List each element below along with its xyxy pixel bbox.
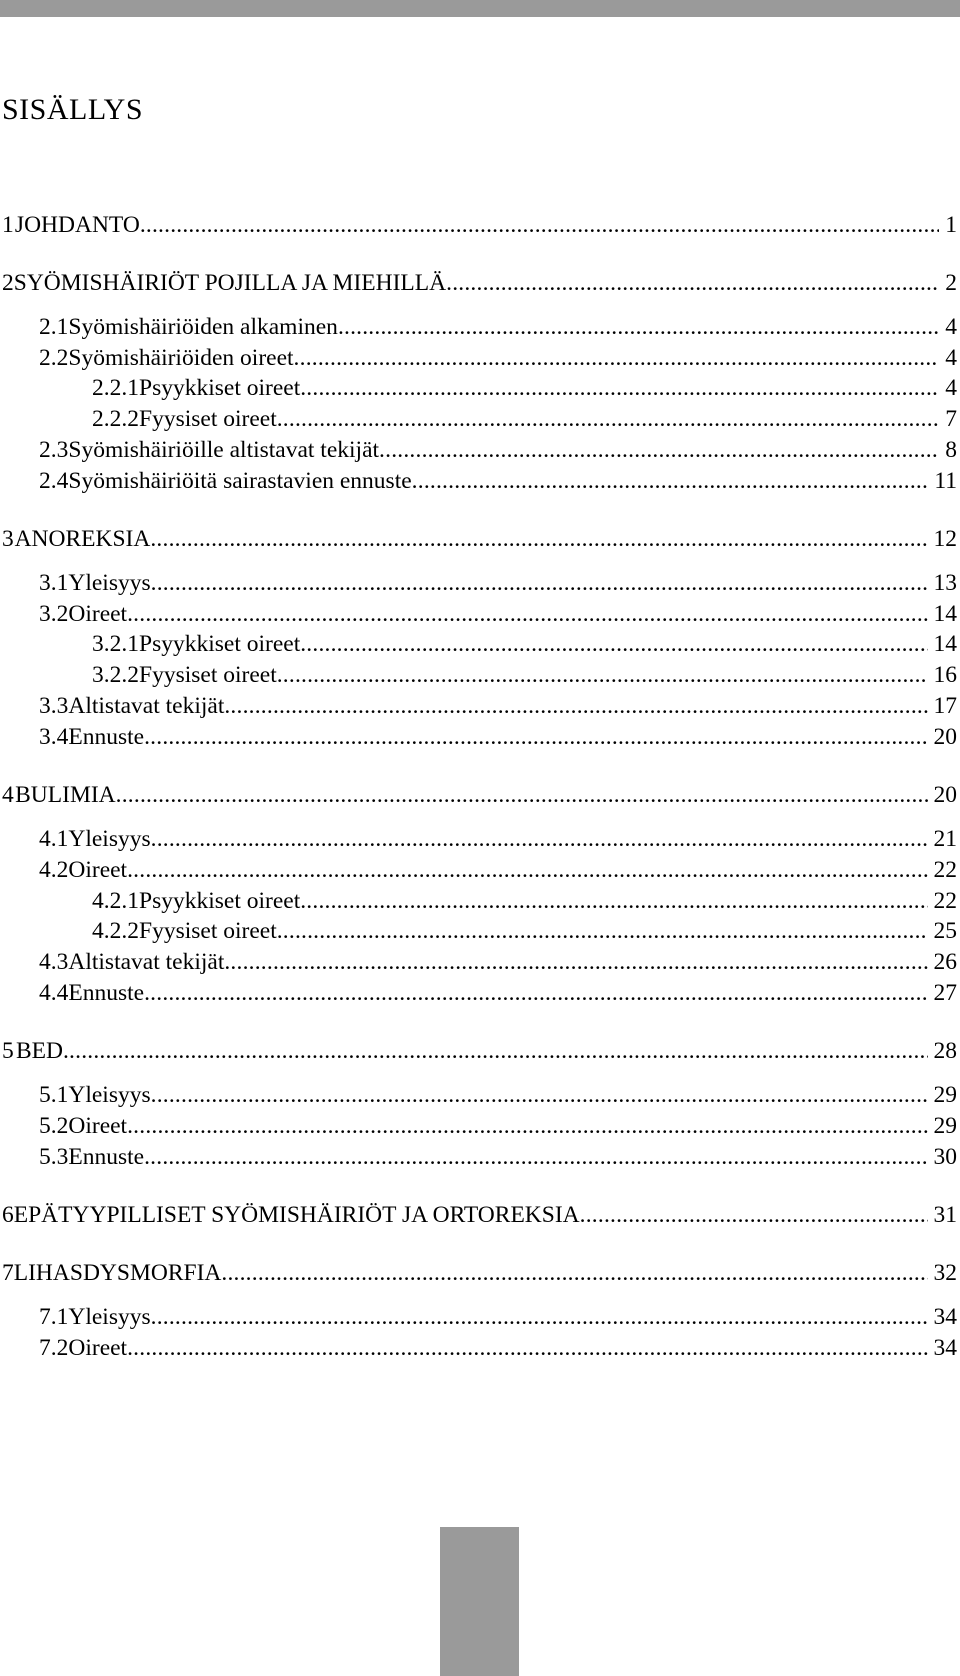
dot-leader <box>224 947 927 977</box>
dot-leader <box>151 824 928 854</box>
toc-entry[interactable] <box>39 1333 957 1363</box>
toc-entry-number: 5.3 <box>39 1144 69 1170</box>
dot-leader <box>151 1080 928 1110</box>
toc-entry[interactable] <box>39 312 957 342</box>
toc-entry-number: 5.1 <box>39 1082 69 1108</box>
toc-entry-page: 22 <box>933 857 957 883</box>
toc-entry-title: Psyykkiset oireet <box>139 375 301 401</box>
toc-entry[interactable] <box>39 947 957 977</box>
toc-entry-number: 3.4 <box>39 724 69 750</box>
toc-entry[interactable] <box>2 1200 957 1230</box>
toc-entry-title: Oireet <box>68 601 128 627</box>
toc-entry-page: 11 <box>934 468 957 494</box>
toc-entry[interactable] <box>92 660 957 690</box>
toc-entry-page: 17 <box>933 693 957 719</box>
dot-leader <box>151 568 928 598</box>
dot-leader <box>580 1200 928 1230</box>
toc-entry-page: 7 <box>945 406 957 432</box>
toc-entry[interactable] <box>2 524 957 554</box>
toc-entry-page: 22 <box>933 888 957 914</box>
dot-leader <box>300 629 927 659</box>
toc-entry-page: 8 <box>945 437 957 463</box>
toc-entry-number: 4.1 <box>39 826 69 852</box>
toc-entry[interactable] <box>39 722 957 752</box>
toc-entry-number: 5.2 <box>39 1113 69 1139</box>
toc-entry-page: 34 <box>933 1335 957 1361</box>
toc-entry[interactable] <box>39 978 957 1008</box>
toc-entry-title: Ennuste <box>68 724 145 750</box>
dot-leader <box>144 722 927 752</box>
toc-entry[interactable] <box>39 1302 957 1332</box>
toc-entry-page: 25 <box>933 918 957 944</box>
toc-entry-title: LIHASDYSMORFIA <box>13 1260 222 1286</box>
toc-entry-page: 29 <box>933 1113 957 1139</box>
toc-entry-number: 2.1 <box>39 314 69 340</box>
toc-entry[interactable] <box>39 1111 957 1141</box>
dot-leader <box>63 1036 928 1066</box>
toc-entry-number: 4.3 <box>39 949 69 975</box>
toc-entry-page: 4 <box>945 375 957 401</box>
toc-entry-number: 3 <box>2 526 14 552</box>
toc-entry-page: 2 <box>945 270 957 296</box>
toc-entry-title: Syömishäiriöiden alkaminen <box>68 314 338 340</box>
toc-entry-number: 3.2.1 <box>92 631 139 657</box>
toc-entry-number: 4.2.1 <box>92 888 139 914</box>
toc-entry[interactable] <box>39 1080 957 1110</box>
toc-entry[interactable] <box>39 466 957 496</box>
toc-entry-number: 2.2.1 <box>92 375 139 401</box>
toc-entry-page: 12 <box>933 526 957 552</box>
toc-entry-number: 7.1 <box>39 1304 69 1330</box>
toc-entry-title: Psyykkiset oireet <box>139 631 301 657</box>
dot-leader <box>151 1302 928 1332</box>
dot-leader <box>224 691 927 721</box>
toc-entry[interactable] <box>2 1258 957 1288</box>
toc-entry[interactable] <box>92 629 957 659</box>
toc-entry-title: Oireet <box>68 1113 128 1139</box>
dot-leader <box>127 1111 927 1141</box>
toc-entry-number: 4 <box>2 782 14 808</box>
toc-entry-title: BULIMIA <box>15 782 116 808</box>
toc-entry-title: Altistavat tekijät <box>68 693 225 719</box>
dot-leader <box>412 466 929 496</box>
toc-entry-page: 1 <box>945 212 957 238</box>
toc-entry-title: JOHDANTO <box>14 212 140 238</box>
dot-leader <box>379 435 939 465</box>
toc-entry-number: 4.2 <box>39 857 69 883</box>
toc-entry-page: 26 <box>933 949 957 975</box>
toc-entry-title: Psyykkiset oireet <box>139 888 301 914</box>
dot-leader <box>221 1258 927 1288</box>
dot-leader <box>277 404 940 434</box>
toc-entry-title: Syömishäiriöitä sairastavien ennuste <box>68 468 412 494</box>
toc-entry-title: Ennuste <box>68 980 145 1006</box>
dot-leader <box>300 886 927 916</box>
toc-entry-number: 2.3 <box>39 437 69 463</box>
toc-entry-title: BED <box>15 1038 63 1064</box>
toc-entry-number: 2.4 <box>39 468 69 494</box>
dot-leader <box>116 780 928 810</box>
toc-entry[interactable] <box>39 855 957 885</box>
toc-entry[interactable] <box>92 404 957 434</box>
toc-entry-title: Fyysiset oireet <box>139 406 277 432</box>
dot-leader <box>127 1333 927 1363</box>
toc-heading: SISÄLLYS <box>2 93 144 126</box>
dot-leader <box>127 599 927 629</box>
toc-entry-page: 29 <box>933 1082 957 1108</box>
toc-entry-number: 5 <box>2 1038 14 1064</box>
toc-entry-number: 4.2.2 <box>92 918 139 944</box>
toc-entry-title: Fyysiset oireet <box>139 918 277 944</box>
toc-entry-title: ANOREKSIA <box>14 526 151 552</box>
toc-entry-title: Yleisyys <box>68 1304 151 1330</box>
dot-leader <box>127 855 927 885</box>
dot-leader <box>144 978 927 1008</box>
dot-leader <box>140 210 939 240</box>
toc-entry-number: 1 <box>2 212 14 238</box>
toc-entry[interactable] <box>2 1036 957 1066</box>
dot-leader <box>277 660 928 690</box>
toc-entry-page: 20 <box>933 782 957 808</box>
toc-entry-number: 2.2.2 <box>92 406 139 432</box>
toc-entry-page: 30 <box>933 1144 957 1170</box>
toc-entry-page: 21 <box>933 826 957 852</box>
toc-entry-number: 3.1 <box>39 570 69 596</box>
toc-entry[interactable] <box>39 1142 957 1172</box>
toc-entry-number: 2 <box>2 270 14 296</box>
toc-entry-page: 28 <box>933 1038 957 1064</box>
toc-entry-page: 14 <box>933 601 957 627</box>
toc-entry[interactable] <box>2 268 957 298</box>
toc-entry-number: 3.2.2 <box>92 662 139 688</box>
toc-entry-page: 14 <box>933 631 957 657</box>
dot-leader <box>294 343 940 373</box>
dot-leader <box>150 524 927 554</box>
toc-entry-page: 4 <box>945 314 957 340</box>
toc-entry-title: Oireet <box>68 857 128 883</box>
toc-entry-page: 31 <box>933 1202 957 1228</box>
toc-entry[interactable] <box>39 824 957 854</box>
toc-entry-page: 13 <box>933 570 957 596</box>
dot-leader <box>446 268 939 298</box>
toc-entry-title: Ennuste <box>68 1144 145 1170</box>
toc-entry[interactable] <box>2 780 957 810</box>
toc-entry[interactable] <box>39 599 957 629</box>
toc-entry[interactable] <box>39 691 957 721</box>
toc-entry-number: 3.2 <box>39 601 69 627</box>
toc-entry-page: 20 <box>933 724 957 750</box>
toc-entry-number: 2.2 <box>39 345 69 371</box>
toc-entry-title: Yleisyys <box>68 826 151 852</box>
toc-entry-page: 4 <box>945 345 957 371</box>
toc-entry-page: 27 <box>933 980 957 1006</box>
toc-entry-title: Yleisyys <box>68 1082 151 1108</box>
toc-entry-title: SYÖMISHÄIRIÖT POJILLA JA MIEHILLÄ <box>13 270 447 296</box>
toc-entry-page: 34 <box>933 1304 957 1330</box>
toc-entry-title: Oireet <box>68 1335 128 1361</box>
toc-entry[interactable] <box>92 373 957 403</box>
toc-entry-page: 16 <box>933 662 957 688</box>
toc-entry[interactable] <box>39 343 957 373</box>
toc-entry-title: Yleisyys <box>68 570 151 596</box>
toc-entry-number: 6 <box>2 1202 14 1228</box>
toc-entry-title: Fyysiset oireet <box>139 662 277 688</box>
toc-entry-title: Altistavat tekijät <box>68 949 225 975</box>
page-footer-block <box>440 1527 519 1676</box>
toc-entry[interactable] <box>39 435 957 465</box>
toc-entry[interactable] <box>39 568 957 598</box>
toc-entry[interactable] <box>92 886 957 916</box>
toc-entry-number: 3.3 <box>39 693 69 719</box>
toc-entry-title: EPÄTYYPILLISET SYÖMISHÄIRIÖT JA ORTOREKSIA <box>13 1202 580 1228</box>
dot-leader <box>144 1142 927 1172</box>
toc-entry-number: 7 <box>2 1260 14 1286</box>
toc-entry-page: 32 <box>933 1260 957 1286</box>
toc-entry-title: Syömishäiriöille altistavat tekijät <box>68 437 380 463</box>
toc-entry[interactable] <box>92 916 957 946</box>
toc-entry[interactable] <box>2 210 957 240</box>
dot-leader <box>277 916 928 946</box>
top-page-bar <box>0 0 960 17</box>
toc-entry-number: 4.4 <box>39 980 69 1006</box>
toc-entry-title: Syömishäiriöiden oireet <box>68 345 294 371</box>
dot-leader <box>300 373 939 403</box>
dot-leader <box>338 312 939 342</box>
toc-entry-number: 7.2 <box>39 1335 69 1361</box>
